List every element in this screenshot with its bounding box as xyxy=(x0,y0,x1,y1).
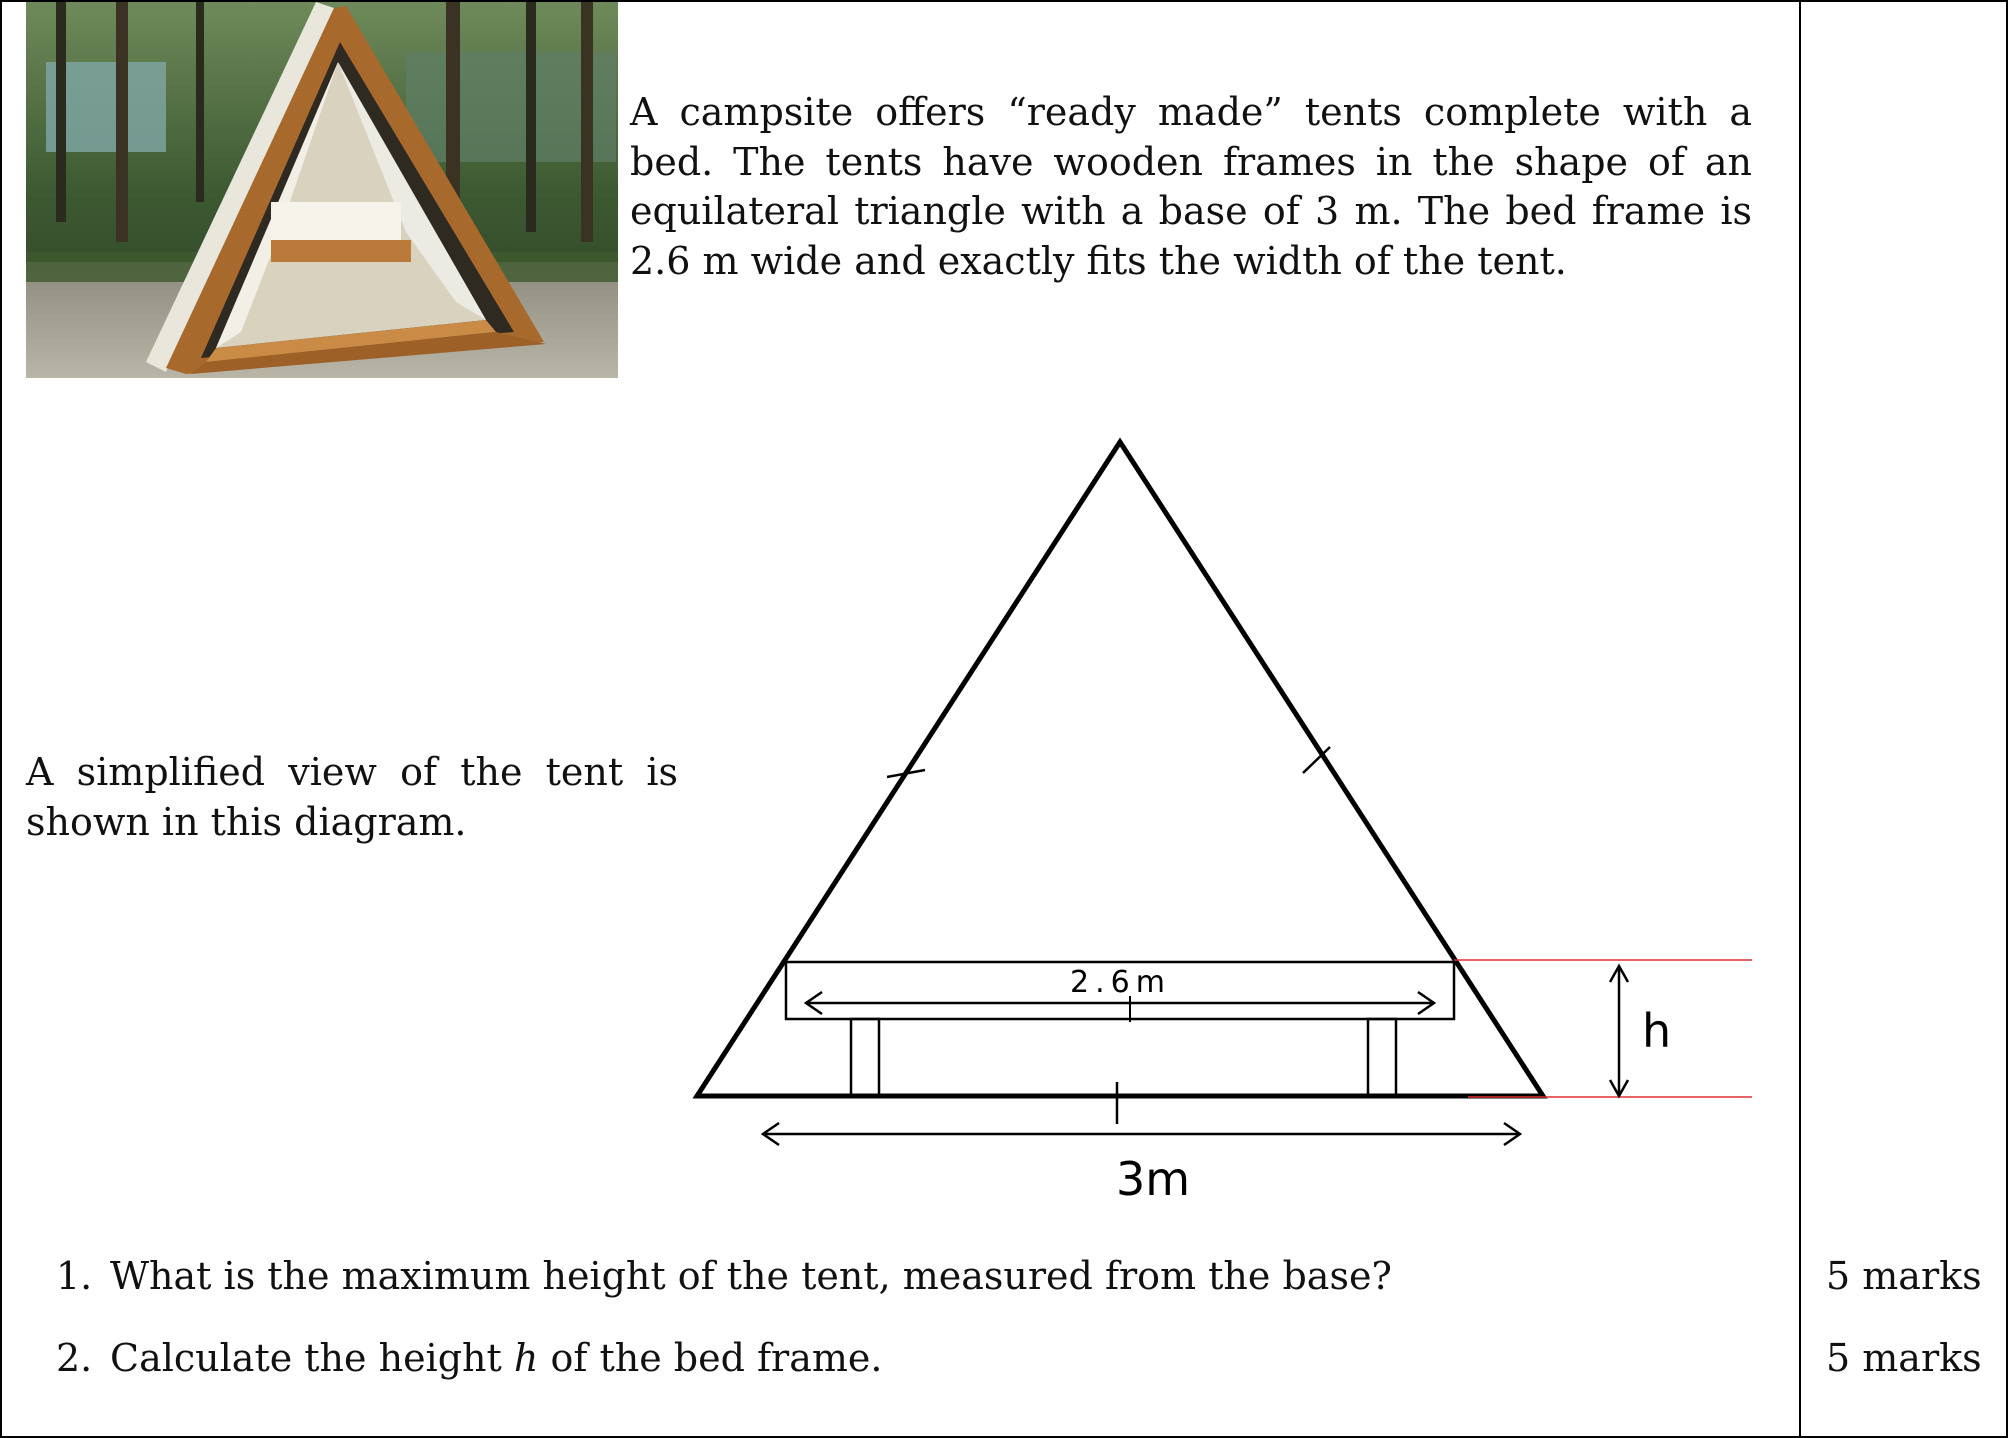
question-number: 1. xyxy=(56,1254,93,1298)
question-1-marks: 5 marks xyxy=(1826,1254,1982,1298)
height-label: h xyxy=(1642,1004,1672,1058)
question-text: What is the maximum height of the tent, measured from the base? xyxy=(110,1254,1392,1298)
question-2 xyxy=(56,1335,882,1381)
bed-width-label: 2.6m xyxy=(1070,965,1171,1000)
question-text: Calculate the height xyxy=(110,1336,514,1380)
question-number: 2. xyxy=(56,1336,93,1380)
question-text-end: of the bed frame. xyxy=(538,1336,883,1380)
bed-leg-left xyxy=(851,1019,879,1096)
diagram-caption: A simplified view of the tent is shown in this diagram. xyxy=(26,750,678,844)
base-width-label: 3m xyxy=(1116,1152,1191,1206)
bed-leg-right xyxy=(1368,1019,1396,1096)
question-variable: h xyxy=(513,1336,539,1380)
intro-paragraph: A campsite offers “ready made” tents complete with a bed. The tents have wooden frames in the shape of an equilateral triangle with a base of 3 m. The bed frame is 2.6 m wide and exactly fits the width of the tent. xyxy=(630,90,1752,283)
question-2-marks: 5 marks xyxy=(1826,1336,1982,1380)
question-1 xyxy=(56,1253,1392,1299)
